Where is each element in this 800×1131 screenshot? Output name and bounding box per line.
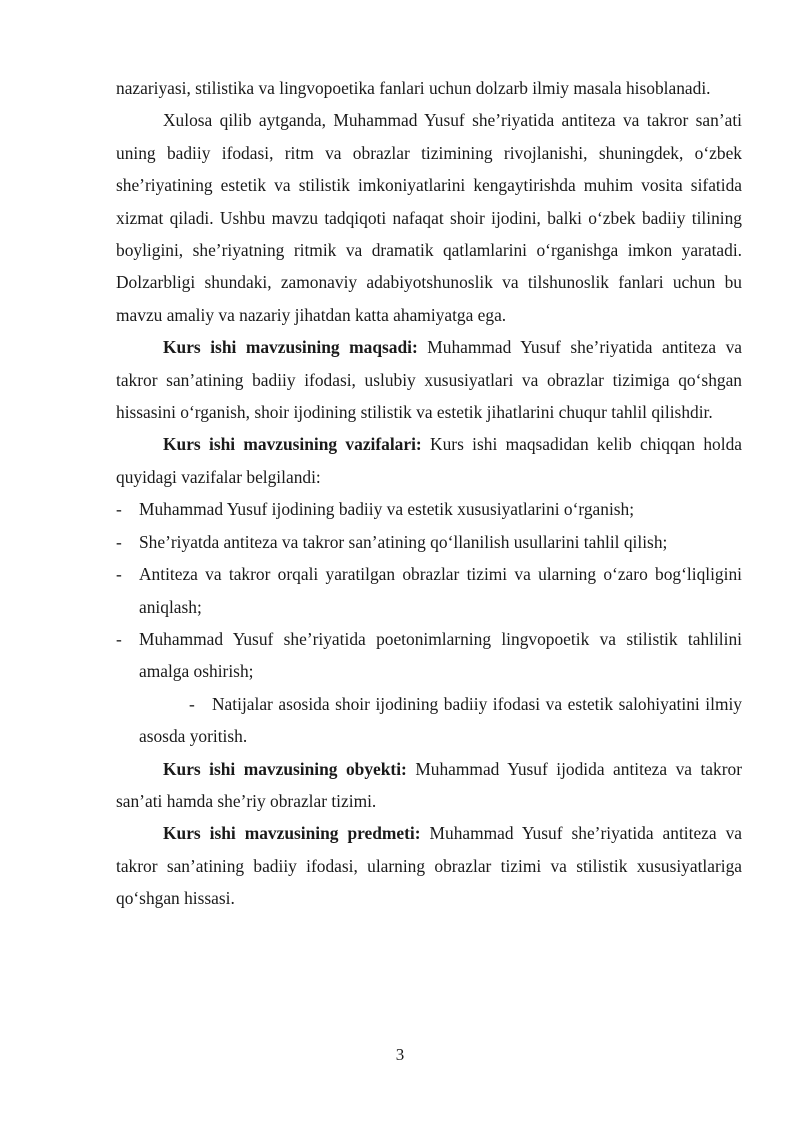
tasks-text: Kurs ishi maqsadidan kelib chiqqan holda quyidagi vazifalar belgilandi: [116,434,742,487]
paragraph-conclusion: Xulosa qilib aytganda, Muhammad Yusuf she’riyatida antiteza va takror san’ati uning badiiy ifodasi, ritm va obrazlar tizimining rivojlanishi, shuningdek, o‘zbek she’riyatining estetik va stilistik imkoniyatlarini kengaytirishda muhim vosita sifatida xizmat qiladi. Ushbu mavzu tadqiqoti nafaqat shoir ijodini, balki o‘zbek badiiy tilining boyligini, she’riyatning ritmik va dramatik qatlamlarini o‘rganishga imkon yaratadi. Dolzarbligi shundaki, zamonaviy adabiyotshunoslik va tilshunoslik fanlari uchun bu mavzu amaliy va nazariy jihatdan katta ahamiyatga ega. [116,110,742,325]
paragraph-intro: nazariyasi, stilistika va lingvopoetika fanlari uchun dolzarb ilmiy masala hisoblanadi. [116,78,711,98]
page-body [116,72,742,915]
tasks-list [116,493,742,752]
object-text: Muhammad Yusuf ijodida antiteza va takror san’ati hamda she’riy obrazlar tizimi. [116,758,742,811]
page-number: 3 [395,1045,405,1064]
list-item-text: Antiteza va takror orqali yaratilgan obrazlar tizimi va ularning o‘zaro bog‘liqligini aniqlash; [139,564,742,617]
paragraph-tasks [116,428,742,493]
list-item [116,558,742,623]
list-item [116,688,742,753]
dash-marker: - [116,499,122,520]
dash-marker: - [189,693,195,714]
subject-text: Muhammad Yusuf she’riyatida antiteza va takror san’atining badiiy ifodasi, ularning obrazlar tizimi va stilistik xususiyatlariga qo‘shgan hissasi. [116,823,743,909]
paragraph-object [116,753,742,818]
list-item-text: Muhammad Yusuf ijodining badiiy va estetik xususiyatlarini o‘rganish; [139,499,635,520]
paragraph-goal [116,331,742,428]
list-item [116,493,742,525]
tasks-label: Kurs ishi mavzusining vazifalari: [163,434,422,455]
list-item-text: Muhammad Yusuf she’riyatida poetonimlarning lingvopoetik va stilistik tahlilini amalga oshirish; [139,628,742,682]
goal-text: Muhammad Yusuf she’riyatida antiteza va takror san’atining badiiy ifodasi, uslubiy xususiyatlari va obrazlar tizimiga qo‘shgan hissasini o‘rganish, shoir ijodining stilistik va estetik jihatlarini chuqur tahlil qilishdir. [116,337,743,423]
list-item-text: Natijalar asosida shoir ijodining badiiy ifodasi va estetik salohiyatini ilmiy asosda yoritish. [139,693,742,747]
dash-marker: - [116,564,122,585]
object-label: Kurs ishi mavzusining obyekti: [163,758,407,779]
list-item [116,526,742,558]
paragraph-subject [116,817,742,914]
dash-marker: - [116,531,122,552]
dash-marker: - [116,628,122,649]
list-item-text: She’riyatda antiteza va takror san’atining qo‘llanilish usullarini tahlil qilish; [139,531,668,552]
subject-label: Kurs ishi mavzusining predmeti: [163,823,421,844]
goal-label: Kurs ishi mavzusining maqsadi: [163,337,418,358]
list-item [116,623,742,688]
